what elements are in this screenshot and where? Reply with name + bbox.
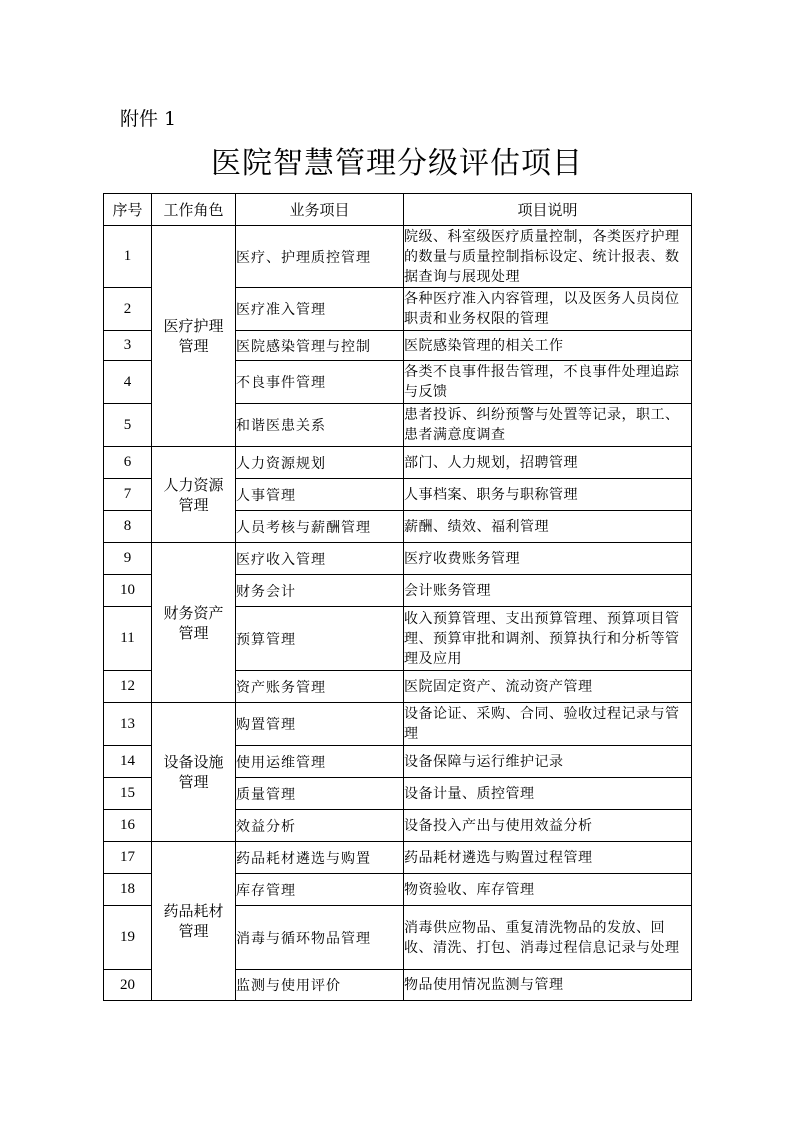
table-row <box>104 543 692 575</box>
role-label: 人力资源管理 <box>163 475 224 514</box>
item-cell: 质量管理 <box>236 778 404 810</box>
description-cell: 医院感染管理的相关工作 <box>404 331 692 361</box>
description-cell: 设备论证、采购、合同、验收过程记录与管理 <box>404 703 692 746</box>
item-cell: 效益分析 <box>236 810 404 842</box>
description-cell: 消毒供应物品、重复清洗物品的发放、回收、清洗、打包、消毒过程信息记录与处理 <box>404 906 692 970</box>
row-number: 20 <box>104 970 152 1001</box>
description-cell: 院级、科室级医疗质量控制，各类医疗护理的数量与质量控制指标设定、统计报表、数据查询与展现处理 <box>404 226 692 288</box>
column-header-item: 业务项目 <box>236 194 404 226</box>
row-number: 3 <box>104 331 152 361</box>
row-number: 15 <box>104 778 152 810</box>
item-cell: 不良事件管理 <box>236 361 404 404</box>
row-number: 1 <box>104 226 152 288</box>
row-number: 2 <box>104 288 152 331</box>
table-row <box>104 447 692 479</box>
description-cell: 物资验收、库存管理 <box>404 874 692 906</box>
description-cell: 设备保障与运行维护记录 <box>404 746 692 778</box>
description-cell: 医疗收费账务管理 <box>404 543 692 575</box>
item-cell: 和谐医患关系 <box>236 404 404 447</box>
item-cell: 人事管理 <box>236 479 404 511</box>
row-number: 17 <box>104 842 152 874</box>
description-cell: 设备计量、质控管理 <box>404 778 692 810</box>
row-number: 6 <box>104 447 152 479</box>
description-cell: 物品使用情况监测与管理 <box>404 970 692 1001</box>
description-cell: 薪酬、绩效、福利管理 <box>404 511 692 543</box>
description-cell: 医院固定资产、流动资产管理 <box>404 671 692 703</box>
row-number: 9 <box>104 543 152 575</box>
description-cell: 药品耗材遴选与购置过程管理 <box>404 842 692 874</box>
description-cell: 设备投入产出与使用效益分析 <box>404 810 692 842</box>
item-cell: 预算管理 <box>236 607 404 671</box>
role-label: 设备设施管理 <box>163 753 224 791</box>
attachment-label: 附件 1 <box>120 108 177 130</box>
role-cell <box>152 543 236 703</box>
item-cell: 药品耗材遴选与购置 <box>236 842 404 874</box>
item-cell: 医疗收入管理 <box>236 543 404 575</box>
row-number: 11 <box>104 607 152 671</box>
item-cell: 库存管理 <box>236 874 404 906</box>
item-cell: 资产账务管理 <box>236 671 404 703</box>
role-cell <box>152 447 236 543</box>
role-label: 医疗护理管理 <box>163 317 224 355</box>
row-number: 5 <box>104 404 152 447</box>
item-cell: 人力资源规划 <box>236 447 404 479</box>
row-number: 7 <box>104 479 152 511</box>
role-label: 财务资产管理 <box>163 603 224 642</box>
item-cell: 人员考核与薪酬管理 <box>236 511 404 543</box>
column-header-description: 项目说明 <box>404 194 692 226</box>
table-row <box>104 226 692 288</box>
row-number: 12 <box>104 671 152 703</box>
evaluation-table <box>103 193 692 1001</box>
item-cell: 医疗准入管理 <box>236 288 404 331</box>
role-cell <box>152 703 236 842</box>
row-number: 19 <box>104 906 152 970</box>
description-cell: 各种医疗准入内容管理，以及医务人员岗位职责和业务权限的管理 <box>404 288 692 331</box>
description-cell: 部门、人力规划，招聘管理 <box>404 447 692 479</box>
description-cell: 收入预算管理、支出预算管理、预算项目管理、预算审批和调剂、预算执行和分析等管理及应用 <box>404 607 692 671</box>
item-cell: 监测与使用评价 <box>236 970 404 1001</box>
row-number: 8 <box>104 511 152 543</box>
item-cell: 购置管理 <box>236 703 404 746</box>
description-cell: 患者投诉、纠纷预警与处置等记录，职工、患者满意度调查 <box>404 404 692 447</box>
table-header-row <box>104 194 692 226</box>
page-title: 医院智慧管理分级评估项目 <box>211 146 583 181</box>
item-cell: 使用运维管理 <box>236 746 404 778</box>
role-label: 药品耗材管理 <box>163 902 224 940</box>
row-number: 4 <box>104 361 152 404</box>
item-cell: 消毒与循环物品管理 <box>236 906 404 970</box>
role-cell <box>152 226 236 447</box>
description-cell: 人事档案、职务与职称管理 <box>404 479 692 511</box>
row-number: 16 <box>104 810 152 842</box>
description-cell: 各类不良事件报告管理，不良事件处理追踪与反馈 <box>404 361 692 404</box>
row-number: 13 <box>104 703 152 746</box>
item-cell: 医疗、护理质控管理 <box>236 226 404 288</box>
row-number: 14 <box>104 746 152 778</box>
table-row <box>104 703 692 746</box>
item-cell: 财务会计 <box>236 575 404 607</box>
column-header-role: 工作角色 <box>152 194 236 226</box>
role-cell <box>152 842 236 1001</box>
table-row <box>104 842 692 874</box>
item-cell: 医院感染管理与控制 <box>236 331 404 361</box>
column-header-number: 序号 <box>104 194 152 226</box>
description-cell: 会计账务管理 <box>404 575 692 607</box>
row-number: 10 <box>104 575 152 607</box>
row-number: 18 <box>104 874 152 906</box>
